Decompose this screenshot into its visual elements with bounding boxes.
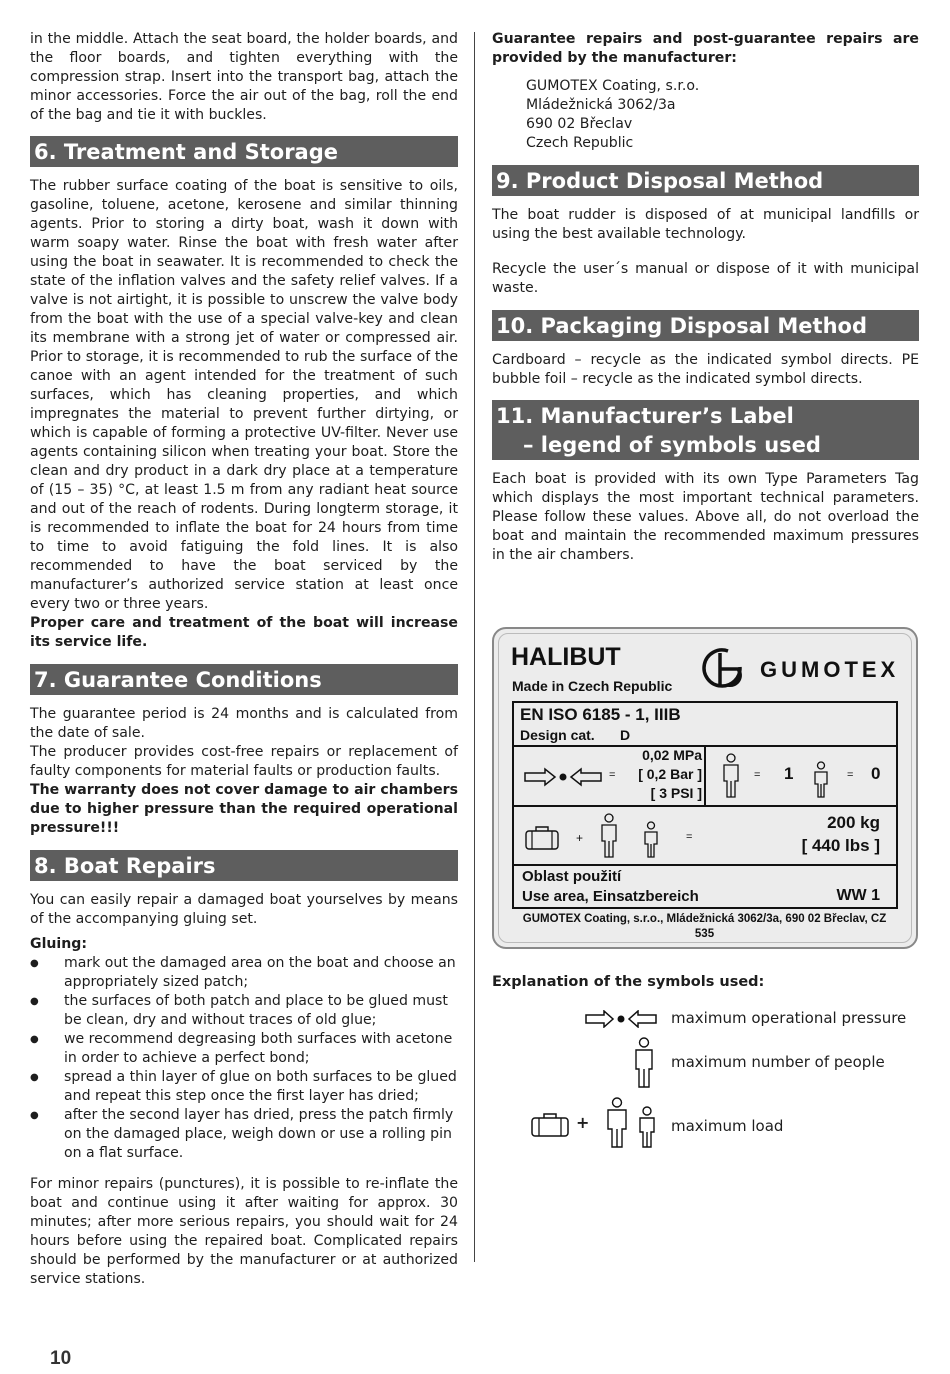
section-11-title-line-2: – legend of symbols used: [523, 433, 821, 457]
adult-person-icon: [720, 753, 742, 799]
legend-load-text: maximum load: [671, 1117, 784, 1135]
pressure-icon: [585, 1010, 657, 1028]
gluing-list: [30, 954, 458, 1163]
address-line: Mládežnická 3062/3a: [526, 97, 676, 113]
intro-paragraph: in the middle. Attach the seat board, the holder boards, and the floor boards, and tighten everything with the compression strap. Insert into the transport bag, attach the minor accessories. Force the air out of the bag, roll the end of the bag and tie it with buckles.: [30, 31, 458, 123]
label-pressure-psi: [ 3 PSI ]: [650, 785, 702, 801]
gluing-heading: Gluing:: [30, 936, 88, 952]
section-11-heading: [492, 400, 919, 460]
label-model: HALIBUT: [511, 643, 621, 671]
section-9-paragraph-2: Recycle the user´s manual or dispose of it with municipal waste.: [492, 261, 919, 296]
page-number: 10: [50, 1348, 72, 1369]
equals-sign: =: [847, 769, 854, 781]
section-7-warning: The warranty does not cover damage to air chambers due to higher pressure than the required operational pressure!!!: [30, 782, 458, 836]
adult-person-icon: [604, 1097, 630, 1149]
equals-sign: =: [609, 769, 616, 781]
section-11-paragraph: Each boat is provided with its own Type Parameters Tag which displays the most important technical parameters. Please follow these values. Above all, do not overload the boat and maintain the recommended maximum pressures in the air chambers.: [492, 471, 919, 563]
label-area-value: WW 1: [836, 887, 880, 904]
section-10-heading: 10. Packaging Disposal Method: [492, 310, 919, 341]
label-area-en: Use area, Einsatzbereich: [522, 888, 699, 905]
label-load-box: [512, 805, 898, 866]
label-pressure-box: [512, 745, 898, 807]
child-person-icon: [812, 761, 830, 799]
pressure-icon: [523, 767, 603, 787]
list-item: ● we recommend degreasing both surfaces with acetone in order to achieve a perfect bond;: [30, 1030, 458, 1068]
list-item: ● spread a thin layer of glue on both surfaces to be glued and repeat this step once the first layer has dried;: [30, 1068, 458, 1106]
label-adults: 1: [784, 764, 794, 783]
label-area-cz: Oblast použití: [522, 868, 622, 885]
guarantee-repairs-note: Guarantee repairs and post-guarantee repairs are provided by the manufacturer:: [492, 31, 919, 66]
label-made-in: Made in Czech Republic: [512, 678, 673, 694]
manufacturer-address: [492, 77, 919, 153]
label-footer-code: 535: [694, 928, 715, 940]
legend-people-text: maximum number of people: [671, 1053, 885, 1071]
section-8-heading: 8. Boat Repairs: [30, 850, 458, 881]
section-9-paragraph-1: The boat rudder is disposed of at municipal landfills or using the best available technology.: [492, 207, 919, 242]
person-icon: [632, 1037, 656, 1089]
address-line: 690 02 Břeclav: [526, 116, 633, 132]
label-design-cat-value: D: [620, 727, 631, 743]
legend-pressure-text: maximum operational pressure: [671, 1009, 907, 1027]
label-pressure-mpa: 0,02 MPa: [642, 747, 702, 763]
label-standard-box: [512, 701, 898, 747]
label-brand: GUMOTEX: [760, 657, 900, 682]
section-6-bold-note: Proper care and treatment of the boat will increase its service life.: [30, 615, 458, 650]
label-design-cat: Design cat.: [520, 727, 595, 743]
address-line: GUMOTEX Coating, s.r.o.: [526, 78, 700, 94]
plus-sign: +: [576, 831, 584, 845]
right-column: [492, 30, 919, 565]
label-box-divider: [704, 747, 706, 805]
section-8-paragraph-2: For minor repairs (punctures), it is possible to re-inflate the boat and continue using it after waiting for approx. 30 minutes; after more serious repairs, you should wait for 24 hours before using the repaired boat. Complicated repairs should be performed by the manufacturer or at authorized service stations.: [30, 1176, 458, 1287]
section-7-heading: 7. Guarantee Conditions: [30, 664, 458, 695]
explanation-title: Explanation of the symbols used:: [492, 974, 765, 990]
label-load-kg: 200 kg: [827, 813, 880, 832]
child-person-icon: [642, 821, 660, 859]
address-line: Czech Republic: [526, 135, 634, 151]
gumotex-logo-icon: [698, 645, 746, 693]
section-10-paragraph: Cardboard – recycle as the indicated symbol directs. PE bubble foil – recycle as the indicated symbol directs.: [492, 352, 919, 387]
luggage-icon: [530, 1112, 570, 1138]
label-pressure-bar: [ 0,2 Bar ]: [638, 766, 702, 782]
equals-sign: =: [754, 769, 761, 781]
section-9-heading: 9. Product Disposal Method: [492, 165, 919, 196]
left-column: [30, 30, 458, 1289]
section-11-title-line-1: 11. Manufacturer’s Label: [496, 404, 794, 428]
label-area-box: [512, 864, 898, 909]
plus-sign: +: [576, 1113, 590, 1132]
list-item: ● after the second layer has dried, press the patch firmly on the damaged place, weigh down or use a rolling pin on a flat surface.: [30, 1106, 458, 1163]
list-item: ● the surfaces of both patch and place to be glued must be clean, dry and without traces of old glue;: [30, 992, 458, 1030]
section-8-paragraph-1: You can easily repair a damaged boat yourselves by means of the accompanying gluing set.: [30, 892, 458, 927]
section-7-paragraph-2: The producer provides cost-free repairs or replacement of faulty components for material faults or production faults.: [30, 744, 458, 779]
column-divider: [474, 32, 475, 1262]
adult-person-icon: [598, 813, 620, 859]
label-standard: EN ISO 6185 - 1, IIIB: [520, 705, 681, 724]
section-6-heading: 6. Treatment and Storage: [30, 136, 458, 167]
section-6-body: The rubber surface coating of the boat is sensitive to oils, gasoline, toluene, acetone, kerosene and similar thinning agents. Prior to storing a dirty boat, wash it down with warm soapy water. Rinse the boat with fresh water after using the boat in seawater. It is recommended to check the state of the inflation valves and the safety relief valves. If a valve is not airtight, it is possible to unscrew the valve body from the boat with the use of a special valve-key and clean its membrane with a strong jet of water or compressed air. Prior to storage, it is recommended to rub the surface of the canoe with an agent intended for the treatment of such surfaces, which has cleaning properties, and which impregnates the material to prevent further dirtying, or which is capable of forming a protective UV-filter. Never use agents containing silicon when treating your boat. Store the clean and dry product in a dark dry place at a temperature of (15 – 35) °C, at least 1.5 m from any radiant heat source and out of the reach of rodents. During longterm storage, it is recommended to inflate the boat for 24 hours from time to time to avoid fatiguing the fold lines. It is also recommended to have the boat serviced by the manufacturer’s authorized service station at least once every two or three years.: [30, 178, 458, 612]
label-footer-address: GUMOTEX Coating, s.r.o., Mládežnická 3062/3a, 690 02 Břeclav, CZ: [522, 913, 887, 925]
equals-sign: =: [686, 831, 693, 843]
label-load-lbs: [ 440 lbs ]: [801, 836, 880, 855]
label-children: 0: [871, 764, 881, 783]
manufacturer-label: [492, 627, 918, 949]
section-7-paragraph-1: The guarantee period is 24 months and is calculated from the date of sale.: [30, 706, 458, 741]
luggage-icon: [524, 825, 560, 851]
child-person-icon: [637, 1106, 657, 1149]
list-item: ● mark out the damaged area on the boat and choose an appropriately sized patch;: [30, 954, 458, 992]
